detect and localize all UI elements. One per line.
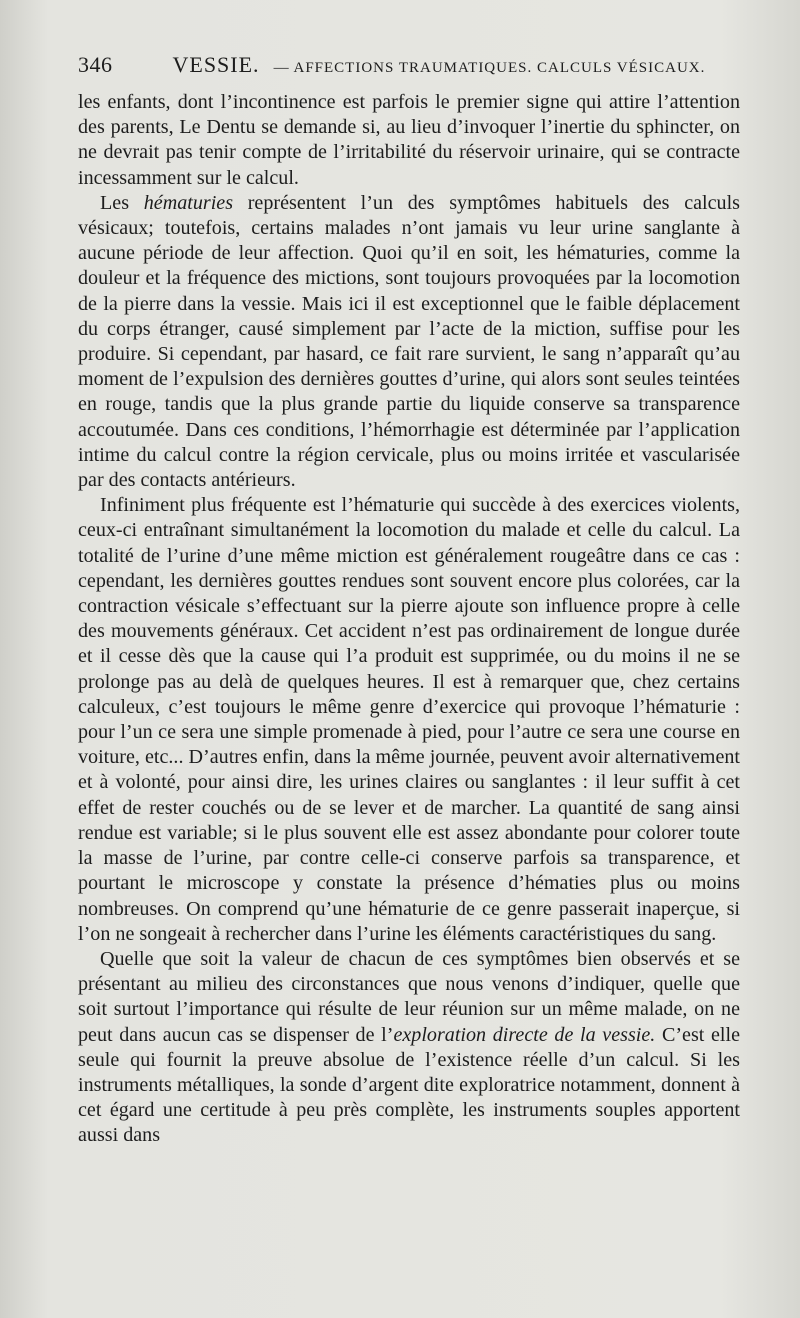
term-exploration-directe: exploration directe de la vessie. [393,1023,656,1046]
paragraph-2-text-rest: représentent l’un des symptômes habituels des calculs vésicaux; toutefois, certains malades n’ont jamais vu leur urine sanglante à aucune période de leur affection. Quoi qu’il en soit, les hématuries, comme la douleur et la fréquence des mictions, sont toujours provoquées par la locomotion de la pierre dans la vessie. Mais ici il est exceptionnel que le faible déplacement du corps étranger, causé simplement par l’acte de la miction, suffise pour les produire. Si cependant, par hasard, ce fait rare survient, le sang n’apparaît qu’au moment de l’expulsion des dernières gouttes d’urine, qui alors sont seules teintées en rouge, tandis que la plus grande partie du liquide conserve sa transparence accoutumée. Dans ces conditions, l’hémorrhagie est déterminée par l’application intime du calcul contre la région cervicale, plus ou moins irritée et vascularisée par des contacts antérieurs. [78,191,740,492]
paragraph-3 [78,493,740,947]
body-text [78,90,740,1149]
term-hematuries: hématuries [143,191,234,214]
paragraph-2 [78,191,740,493]
paragraph-4 [78,947,740,1149]
paragraph-2-text-start: Les [100,191,144,214]
paragraph-1 [78,90,740,191]
page-number: 346 [78,52,113,77]
paragraph-4-text-start: Quelle que soit la valeur de chacun de ces symptômes bien observés et se présentant au milieu des circonstances que nous venons d’indiquer, quelle que soit surtout l’importance qui résulte de leur réunion sur un même malade, on ne peut dans aucun cas se dispenser de l’ [78,947,740,1046]
paragraph-1-text: les enfants, dont l’incontinence est parfois le premier signe qui attire l’attention des parents, Le Dentu se demande si, au lieu d’invoquer l’inertie du sphincter, on ne devrait pas tenir compte de l’irritabilité du réservoir urinaire, qui se contracte incessamment sur le calcul. [78,91,740,189]
running-title-main: VESSIE. [172,52,260,77]
running-title-subject: — AFFECTIONS TRAUMATIQUES. CALCULS VÉSICAUX. [273,60,706,76]
paragraph-3-text: Infiniment plus fréquente est l’hématurie qui succède à des exercices violents, ceux-ci entraînant simultanément la locomotion du malade et celle du calcul. La totalité de l’urine d’une même miction est généralement rougeâtre dans ce cas : cependant, les dernières gouttes rendues sont souvent encore plus colorées, car la contraction vésicale s’effectuant sur la pierre ajoute son influence propre à celle des mouvements généraux. Cet accident n’est pas ordinairement de longue durée et il cesse dès que la cause qui l’a produit est supprimée, ou du moins il ne se prolonge pas au delà de quelques heures. Il est à remarquer que, chez certains calculeux, c’est toujours le même genre d’exercice qui provoque l’hématurie : pour l’un ce sera une simple promenade à pied, pour l’autre ce sera une course en voiture, etc... D’autres enfin, dans la même journée, peuvent avoir alternativement et à volonté, pour ainsi dire, les urines claires ou sanglantes : il leur suffit à cet effet de rester couchés ou de se lever et de marcher. La quantité de sang ainsi rendue est variable; si le plus souvent elle est assez abondante pour colorer toute la masse de l’urine, par contre celle-ci conserve parfois sa transparence, et pourtant le microscope y constate la présence d’hématies plus ou moins nombreuses. On comprend qu’une hématurie de ce genre passerait inaperçue, si l’on ne songeait à rechercher dans l’urine les éléments caractéristiques du sang. [78,494,740,945]
paragraph-4-text-rest: C’est elle seule qui fournit la preuve absolue de l’existence réelle d’un calcul. Si les instruments métalliques, la sonde d’argent dite exploratrice notamment, donnent à cet égard une certitude à peu près complète, les instruments souples apportent aussi dans [78,1023,740,1147]
running-head [78,52,758,92]
